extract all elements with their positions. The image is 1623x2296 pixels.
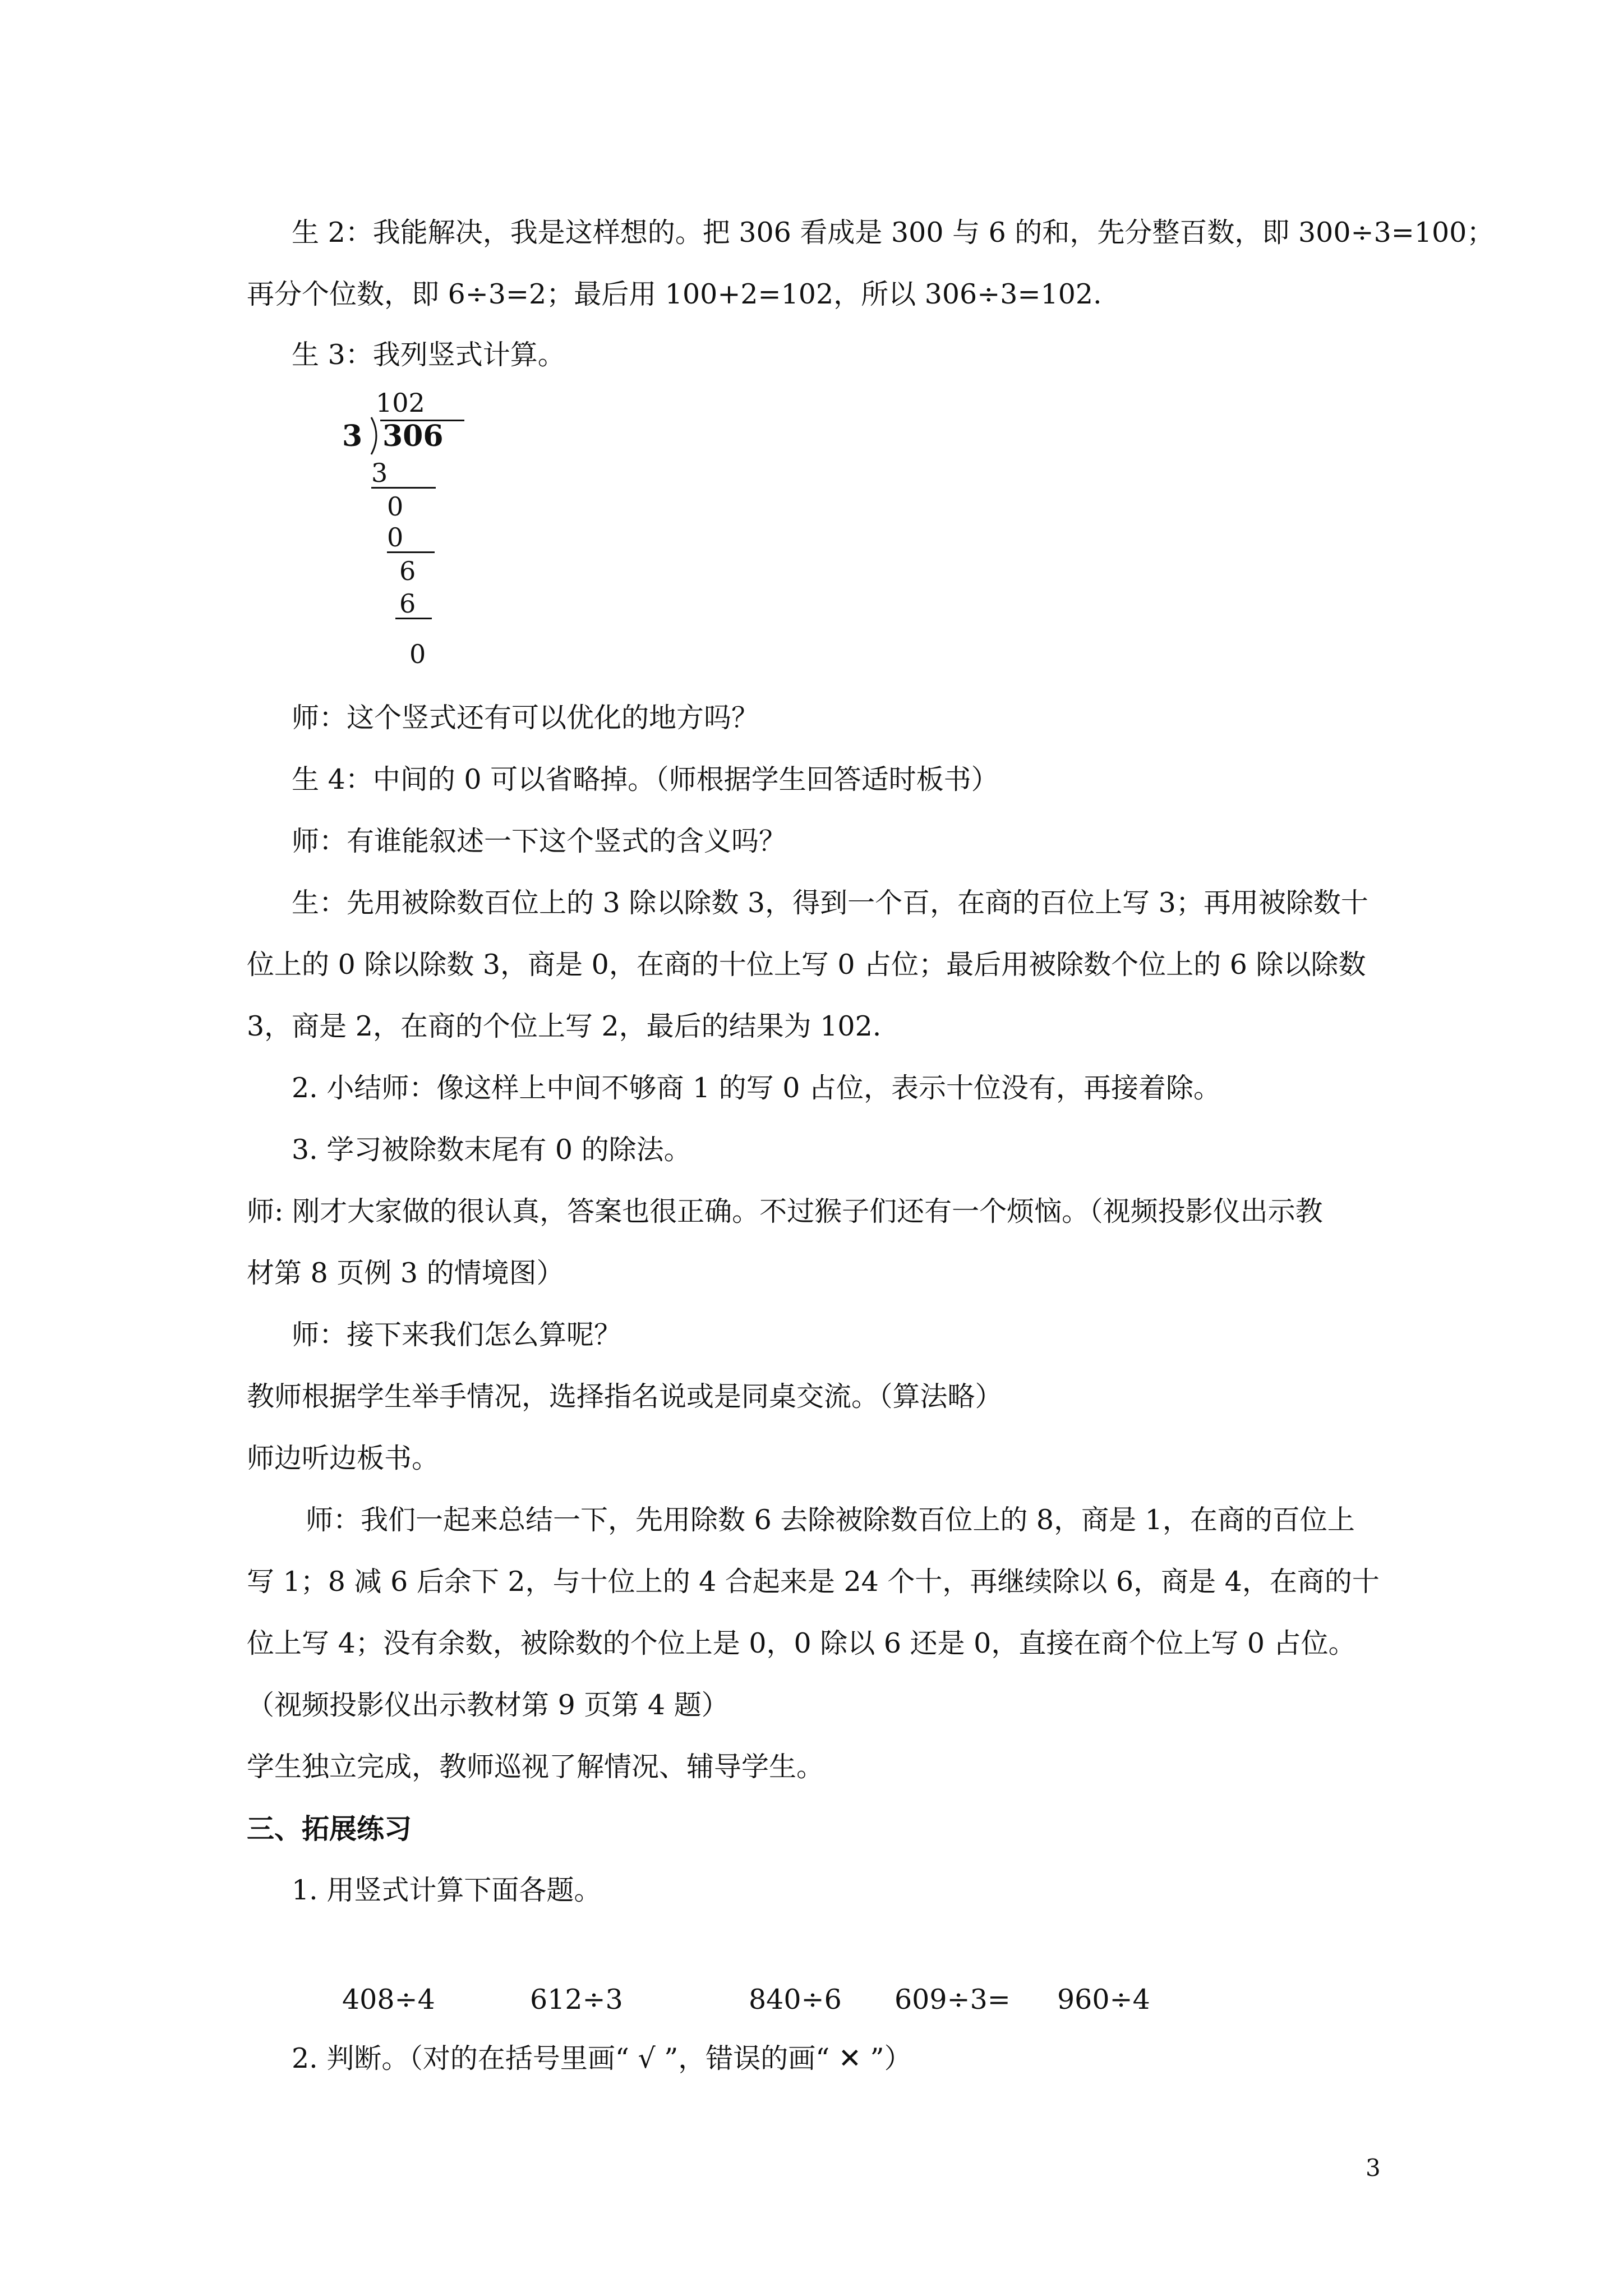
paragraph-student4: 生 4：中间的 0 可以省略掉。（师根据学生回答适时板书） (292, 763, 999, 795)
paragraph-teacher-summary-line3: 位上写 4；没有余数，被除数的个位上是 0，0 除以 6 还是 0，直接在商个位上写 0 占位。 (247, 1627, 1356, 1659)
exercise-item-4: 609÷3= (895, 1984, 1011, 2016)
paragraph-teacher-praise-line1: 师: 刚才大家做的很认真，答案也很正确。不过猴子们还有一个烦恼。（视频投影仪出示教 (247, 1195, 1323, 1227)
division-remainder: 0 (409, 639, 426, 669)
paragraph-judge: 2. 判断。（对的在括号里画“ √ ”，错误的画“ ✕ ”） (292, 2042, 912, 2074)
long-division (342, 387, 510, 679)
paragraph-projector: （视频投影仪出示教材第 9 页第 4 题） (247, 1689, 729, 1721)
paragraph-teacher-praise-line2: 材第 8 页例 3 的情境图） (247, 1257, 564, 1289)
paragraph-teacher-choose: 教师根据学生举手情况，选择指名说或是同桌交流。（算法略） (247, 1381, 1003, 1412)
paragraph-student2-line2: 再分个位数，即 6÷3=2；最后用 100+2=102，所以 306÷3=102. (247, 278, 1102, 310)
division-step2: 0 (387, 491, 404, 522)
paragraph-students-independent: 学生独立完成，教师巡视了解情况、辅导学生。 (247, 1751, 824, 1783)
paragraph-teacher-next: 师：接下来我们怎么算呢？ (292, 1319, 622, 1351)
paragraph-teacher-question: 师：这个竖式还有可以优化的地方吗？ (292, 702, 759, 734)
paragraph-teacher-summary-line2: 写 1；8 减 6 后余下 2，与十位上的 4 合起来是 24 个十，再继续除以 6，商是 4，在商的十 (247, 1566, 1380, 1598)
division-rule3 (395, 618, 432, 619)
exercise-item-3: 840÷6 (749, 1984, 842, 2016)
division-bracket-icon (369, 416, 381, 455)
exercise-item-5: 960÷4 (1057, 1984, 1150, 2016)
paragraph-learn-zero-end: 3. 学习被除数末尾有 0 的除法。 (292, 1134, 691, 1166)
division-rule1 (371, 487, 436, 489)
paragraph-student-explain-line3: 3，商是 2，在商的个位上写 2，最后的结果为 102. (247, 1010, 882, 1042)
exercise-item-1: 408÷4 (342, 1984, 435, 2016)
paragraph-student-explain-line2: 位上的 0 除以除数 3，商是 0，在商的十位上写 0 占位；最后用被除数个位上的 6 除以除数 (247, 949, 1366, 981)
paragraph-teacher-summary-line1: 师：我们一起来总结一下，先用除数 6 去除被除数百位上的 8，商是 1，在商的百位上 (306, 1504, 1355, 1536)
paragraph-summary: 2. 小结师：像这样上中间不够商 1 的写 0 占位，表示十位没有，再接着除。 (292, 1072, 1221, 1104)
division-step5: 6 (399, 588, 416, 619)
paragraph-teacher-board: 师边听边板书。 (247, 1442, 440, 1474)
paragraph-student2-line1: 生 2：我能解决，我是这样想的。把 306 看成是 300 与 6 的和，先分整百数，即 300÷3=100； (292, 217, 1495, 249)
division-dividend: 306 (382, 419, 444, 453)
paragraph-student-explain-line1: 生：先用被除数百位上的 3 除以除数 3，得到一个百，在商的百位上写 3；再用被除数十 (292, 887, 1368, 919)
paragraph-teacher-ask-meaning: 师：有谁能叙述一下这个竖式的含义吗？ (292, 825, 787, 857)
page-number: 3 (1366, 2154, 1381, 2182)
division-quotient: 102 (376, 388, 425, 418)
paragraph-exercise-instruction: 1. 用竖式计算下面各题。 (292, 1874, 602, 1906)
division-step4: 6 (399, 556, 416, 586)
division-step1: 3 (371, 458, 388, 488)
division-step3: 0 (387, 522, 404, 553)
exercise-item-2: 612÷3 (530, 1984, 623, 2016)
division-rule2 (387, 551, 435, 553)
paragraph-student3: 生 3：我列竖式计算。 (292, 339, 565, 371)
division-divisor: 3 (342, 419, 363, 453)
section-heading-practice: 三、拓展练习 (247, 1812, 412, 1845)
